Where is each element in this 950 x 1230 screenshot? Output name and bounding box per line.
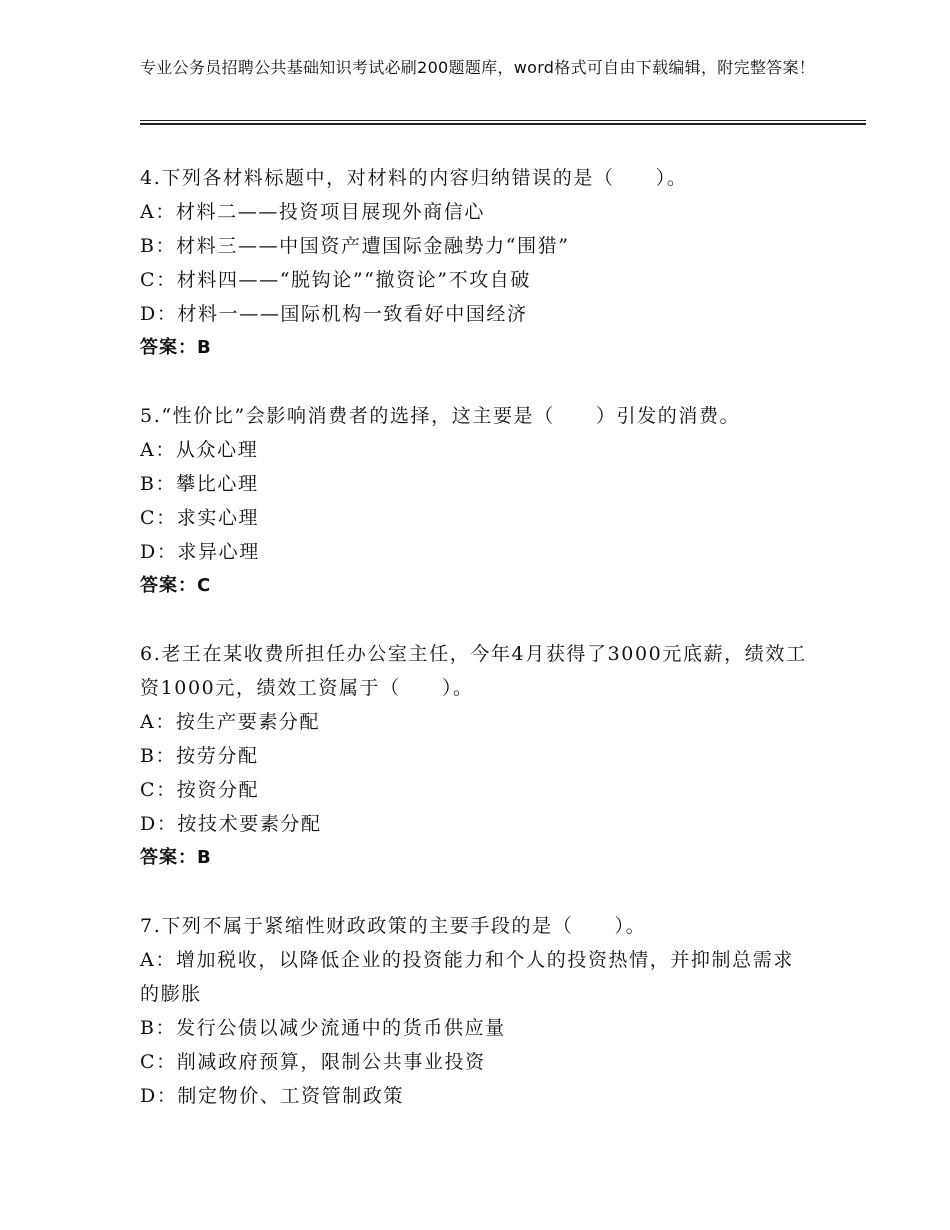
question-5: [140, 399, 810, 603]
option-c: C：材料四——“脱钩论”“撤资论”不攻自破: [140, 269, 531, 291]
header-divider-thick: [140, 123, 866, 125]
option-b: B：材料三——中国资产遭国际金融势力“围猎”: [140, 235, 570, 257]
header-text: 专业公务员招聘公共基础知识考试必刷200题题库，word格式可自由下载编辑，附完整答案！: [140, 58, 816, 77]
option-a: A：材料二——投资项目展现外商信心: [140, 201, 485, 223]
answer-label: 答案：C: [140, 575, 212, 596]
question-6: [140, 637, 810, 875]
option-c: C：按资分配: [140, 779, 260, 801]
option-b: B：攀比心理: [140, 473, 259, 495]
question-stem: 5.“性价比”会影响消费者的选择，这主要是（ ）引发的消费。: [140, 405, 741, 427]
answer-label: 答案：B: [140, 847, 212, 868]
question-stem: 7.下列不属于紧缩性财政政策的主要手段的是（ ）。: [140, 915, 647, 937]
option-b: B：发行公债以减少流通中的货币供应量: [140, 1017, 506, 1039]
question-4: [140, 161, 810, 365]
option-a: A：增加税收，以降低企业的投资能力和个人的投资热情，并抑制总需求的膨胀: [140, 949, 794, 1005]
option-a: A：从众心理: [140, 439, 259, 461]
option-b: B：按劳分配: [140, 745, 259, 767]
option-d: D：按技术要素分配: [140, 813, 322, 835]
option-d: D：求异心理: [140, 541, 260, 563]
question-stem: 4.下列各材料标题中，对材料的内容归纳错误的是（ ）。: [140, 167, 688, 189]
option-c: C：求实心理: [140, 507, 260, 529]
option-c: C：削减政府预算，限制公共事业投资: [140, 1051, 486, 1073]
answer-label: 答案：B: [140, 337, 212, 358]
option-d: D：制定物价、工资管制政策: [140, 1085, 405, 1107]
document-header: [140, 56, 820, 79]
question-list: [140, 161, 810, 1147]
option-a: A：按生产要素分配: [140, 711, 321, 733]
header-divider-thin: [140, 120, 866, 121]
question-stem: 6.老王在某收费所担任办公室主任，今年4月获得了3000元底薪，绩效工资1000元，绩效工资属于（ ）。: [140, 643, 807, 699]
option-d: D：材料一——国际机构一致看好中国经济: [140, 303, 528, 325]
question-7: [140, 909, 810, 1113]
